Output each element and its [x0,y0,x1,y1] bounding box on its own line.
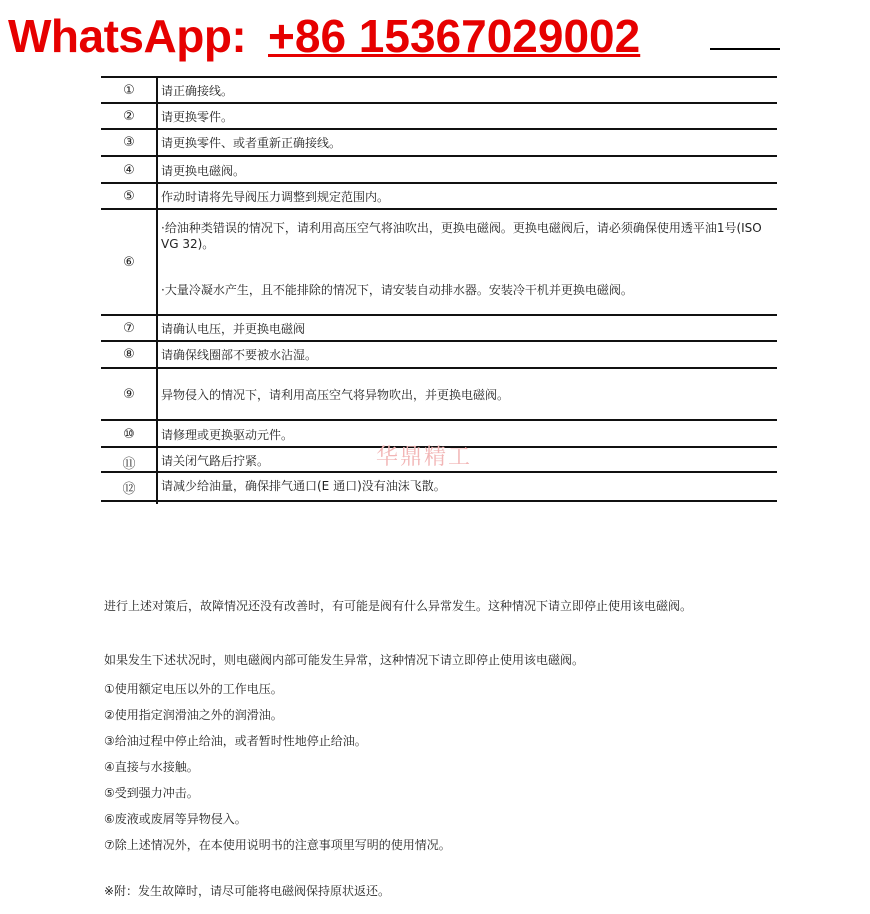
row-number: ① [123,83,135,98]
notes-list-item: ②使用指定润滑油之外的润滑油。 [104,708,283,722]
row-text: 请更换零件、或者重新正确接线。 [161,136,342,150]
table-column-divider [156,76,158,504]
notes-paragraph: 如果发生下述状况时，则电磁阀内部可能发生异常，这种情况下请立即停止使用该电磁阀。 [104,653,585,667]
row-text: 请正确接线。 [161,84,234,98]
row-number: ⑤ [123,189,135,204]
row-number: ⑥ [123,255,135,270]
row-text: ·给油种类错误的情况下，请利用高压空气将油吹出，更换电磁阀。更换电磁阀后，请必须确保使用透平油1号(ISO VG 32)。 [161,221,762,251]
row-number: ③ [123,135,135,150]
notes-list-item: ①使用额定电压以外的工作电压。 [104,682,283,696]
table-row [101,471,777,502]
row-number: ④ [123,163,135,178]
notes-list-item: ③给油过程中停止给油，或者暂时性地停止给油。 [104,734,367,748]
row-number: ⑩ [123,427,135,442]
notes-list-item: ④直接与水接触。 [104,760,199,774]
whatsapp-label: WhatsApp: [8,10,247,62]
row-number: ⑪ [122,457,136,472]
row-number: ⑦ [123,321,135,336]
row-number: ⑨ [123,387,135,402]
row-text: 请确认电压，并更换电磁阀 [161,322,306,336]
notes-list-item: ⑤受到强力冲击。 [104,786,199,800]
row-number: ⑧ [123,347,135,362]
notes-paragraph: 进行上述对策后，故障情况还没有改善时，有可能是阀有什么异常发生。这种情况下请立即停止使用该电磁阀。 [104,599,693,613]
table-row [101,367,777,421]
table-row [101,76,777,104]
table-row [101,314,777,342]
table-row [101,155,777,184]
row-text: 请修理或更换驱动元件。 [161,428,294,442]
row-text: 请更换零件。 [161,110,234,124]
row-text-secondary: ·大量冷凝水产生，且不能排除的情况下，请安装自动排水器。安装冷干机并更换电磁阀。 [161,283,633,297]
row-text: 请确保线圈部不要被水沾湿。 [161,348,318,362]
table-row [101,340,777,369]
watermark: 华鼎精工 [376,445,473,470]
footnote: ※附：发生故障时，请尽可能将电磁阀保持原状返还。 [104,884,391,898]
row-text: 异物侵入的情况下，请利用高压空气将异物吹出，并更换电磁阀。 [161,388,510,402]
row-text: 请关闭气路后拧紧。 [161,454,270,468]
notes-list-item: ⑥废液或废屑等异物侵入。 [104,812,247,826]
table-row [101,102,777,130]
row-number: ② [123,109,135,124]
notes-list-item: ⑦除上述情况外，在本使用说明书的注意事项里写明的使用情况。 [104,838,451,852]
whatsapp-header [4,4,784,66]
table-row [101,128,777,157]
row-text: 请减少给油量，确保排气通口(E 通口)没有油沫飞散。 [161,479,446,493]
header-rule [710,48,780,50]
row-text: 请更换电磁阀。 [161,164,246,178]
row-number: ⑫ [122,482,136,497]
whatsapp-number[interactable]: +86 15367029002 [268,10,641,62]
row-text: 作动时请将先导阀压力调整到规定范围内。 [161,190,390,204]
table-row [101,182,777,210]
table-row [101,208,777,316]
